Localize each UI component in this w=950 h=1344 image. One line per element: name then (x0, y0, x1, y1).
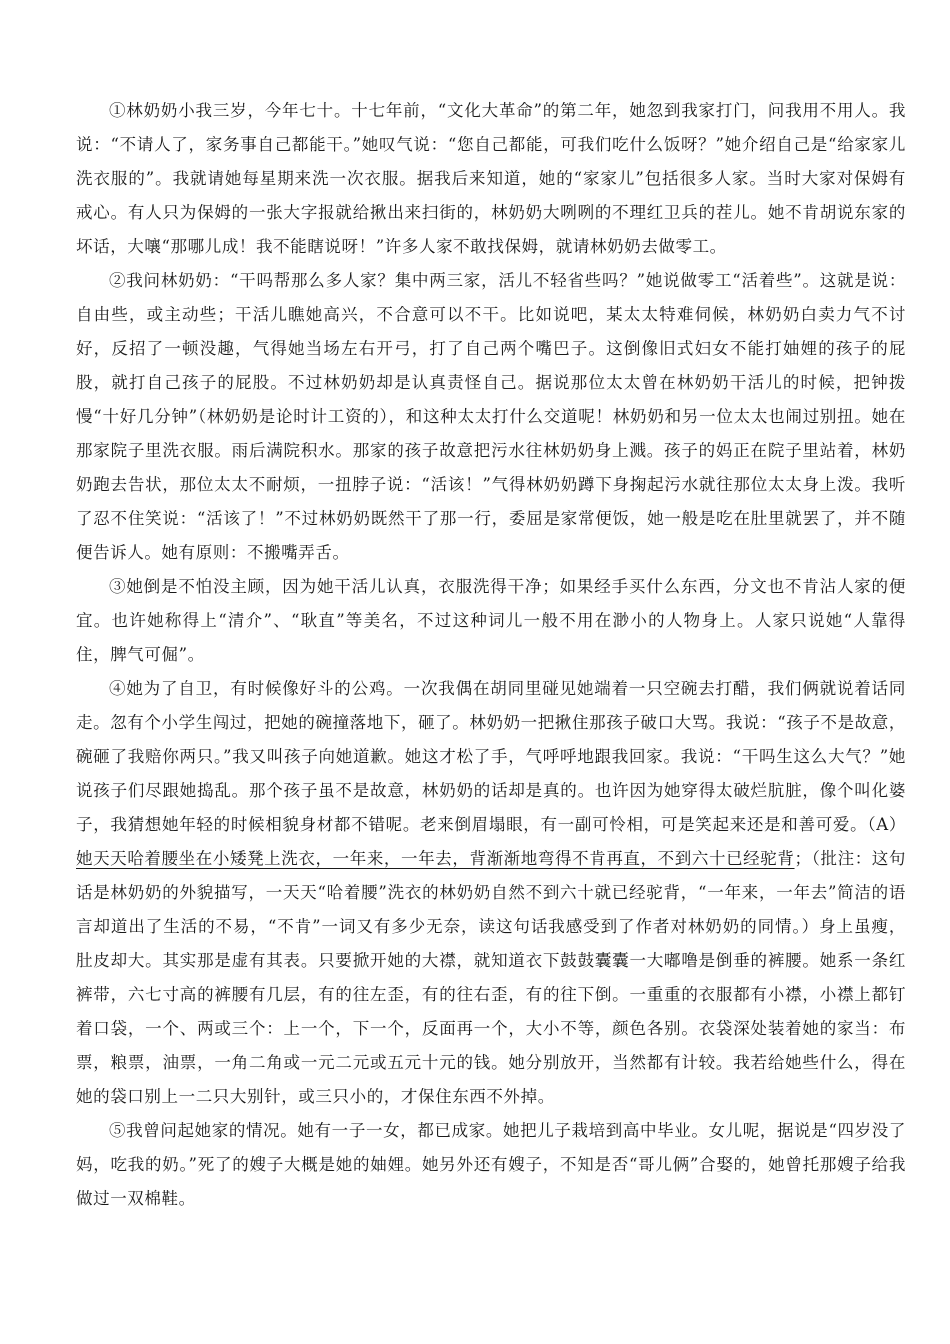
paragraph-3: ③她倒是不怕没主顾，因为她干活儿认真，衣服洗得干净；如果经手买什么东西，分文也不肯沾人家的便宜。也许她称得上“清介”、“耿直”等美名，不过这种词儿一般不用在渺小的人物身上。人家只说她“人靠得住，脾气可倔”。 (76, 577, 906, 664)
paragraph-2: ②我问林奶奶：“干吗帮那么多人家？集中两三家，活儿不轻省些吗？”她说做零工“活着些”。这就是说：自由些，或主动些；干活儿瞧她高兴，不合意可以不干。比如说吧，某太太特难伺候，林奶奶白卖力气不讨好，反招了一顿没趣，气得她当场左右开弓，打了自己两个嘴巴子。这倒像旧式妇女不能打妯娌的孩子的屁股，就打自己孩子的屁股。不过林奶奶却是认真责怪自己。据说那位太太曾在林奶奶干活儿的时候，把钟拨慢“十好几分钟”（林奶奶是论时计工资的），和这种太太打什么交道呢！林奶奶和另一位太太也闹过别扭。她在那家院子里洗衣服。雨后满院积水。那家的孩子故意把污水往林奶奶身上溅。孩子的妈正在院子里站着，林奶奶跑去告状，那位太太不耐烦，一扭脖子说：“活该！”气得林奶奶蹲下身掬起污水就往那位太太身上泼。我听了忍不住笑说：“活该了！”不过林奶奶既然干了那一行，委屈是家常便饭，她一般是吃在肚里就罢了，并不随便告诉人。她有原则：不搬嘴弄舌。 (76, 271, 906, 562)
document-body (76, 94, 906, 1216)
paragraph-4-text-before: ④她为了自卫，有时候像好斗的公鸡。一次我偶在胡同里碰见她端着一只空碗去打醋，我们俩就说着话同走。忽有个小学生闯过，把她的碗撞落地下，砸了。林奶奶一把揪住那孩子破口大骂。我说：“孩子不是故意，碗砸了我赔你两只。”我又叫孩子向她道歉。她这才松了手，气呼呼地跟我回家。我说：“干吗生这么大气？”她说孩子们尽跟她捣乱。那个孩子虽不是故意，林奶奶的话却是真的。也许因为她穿得太破烂肮脏，像个叫化婆子，我猜想她年轻的时候相貌身材都不错呢。老来倒眉塌眼，有一副可怜相，可是笑起来还是和善可爱。（A） (76, 679, 906, 834)
paragraph-1: ①林奶奶小我三岁，今年七十。十七年前，“文化大革命”的第二年，她忽到我家打门，问我用不用人。我说：“不请人了，家务事自己都能干。”她叹气说：“您自己都能，可我们吃什么饭呀？”她介绍自己是“给家家儿洗衣服的”。我就请她每星期来洗一次衣服。据我后来知道，她的“家家儿”包括很多人家。当时大家对保姆有戒心。有人只为保姆的一张大字报就给揪出来扫街的，林奶奶大咧咧的不理红卫兵的茬儿。她不肯胡说东家的坏话，大嚷“那哪儿成！我不能瞎说呀！”许多人家不敢找保姆，就请林奶奶去做零工。 (76, 101, 906, 256)
paragraph-4 (76, 672, 906, 1114)
paragraph-4-underlined-sentence-a: 她天天哈着腰坐在小矮凳上洗衣，一年来，一年去，背渐渐地弯得不肯再直，不到六十已经驼背 (76, 849, 795, 868)
paragraph-5: ⑤我曾问起她家的情况。她有一子一女，都已成家。她把儿子栽培到高中毕业。女儿呢，据说是“四岁没了妈，吃我的奶。”死了的嫂子大概是她的妯娌。她另外还有嫂子，不知是否“哥儿俩”合娶的，她曾托那嫂子给我做过一双棉鞋。 (76, 1121, 906, 1208)
paragraph-4-annotation: ；（批注：这句话是林奶奶的外貌描写，一天天“哈着腰”洗衣的林奶奶自然不到六十就已经驼背，“一年来，一年去”简洁的语言却道出了生活的不易，“不肯”一词又有多少无奈，读这句话我感受到了作者对林奶奶的同情。）身上虽瘦，肚皮却大。其实那是虚有其表。只要掀开她的大襟，就知道衣下鼓鼓囊囊一大嘟噜是倒垂的裤腰。她系一条红裤带，六七寸高的裤腰有几层，有的往左歪，有的往右歪，有的往下倒。一重重的衣服都有小襟，小襟上都钉着口袋，一个、两或三个：上一个，下一个，反面再一个，大小不等，颜色各别。衣袋深处装着她的家当：布票，粮票，油票，一角二角或一元二元或五元十元的钱。她分别放开，当然都有计较。我若给她些什么，得在她的袋口别上一二只大别针，或三只小的，才保住东西不外掉。 (76, 849, 907, 1106)
